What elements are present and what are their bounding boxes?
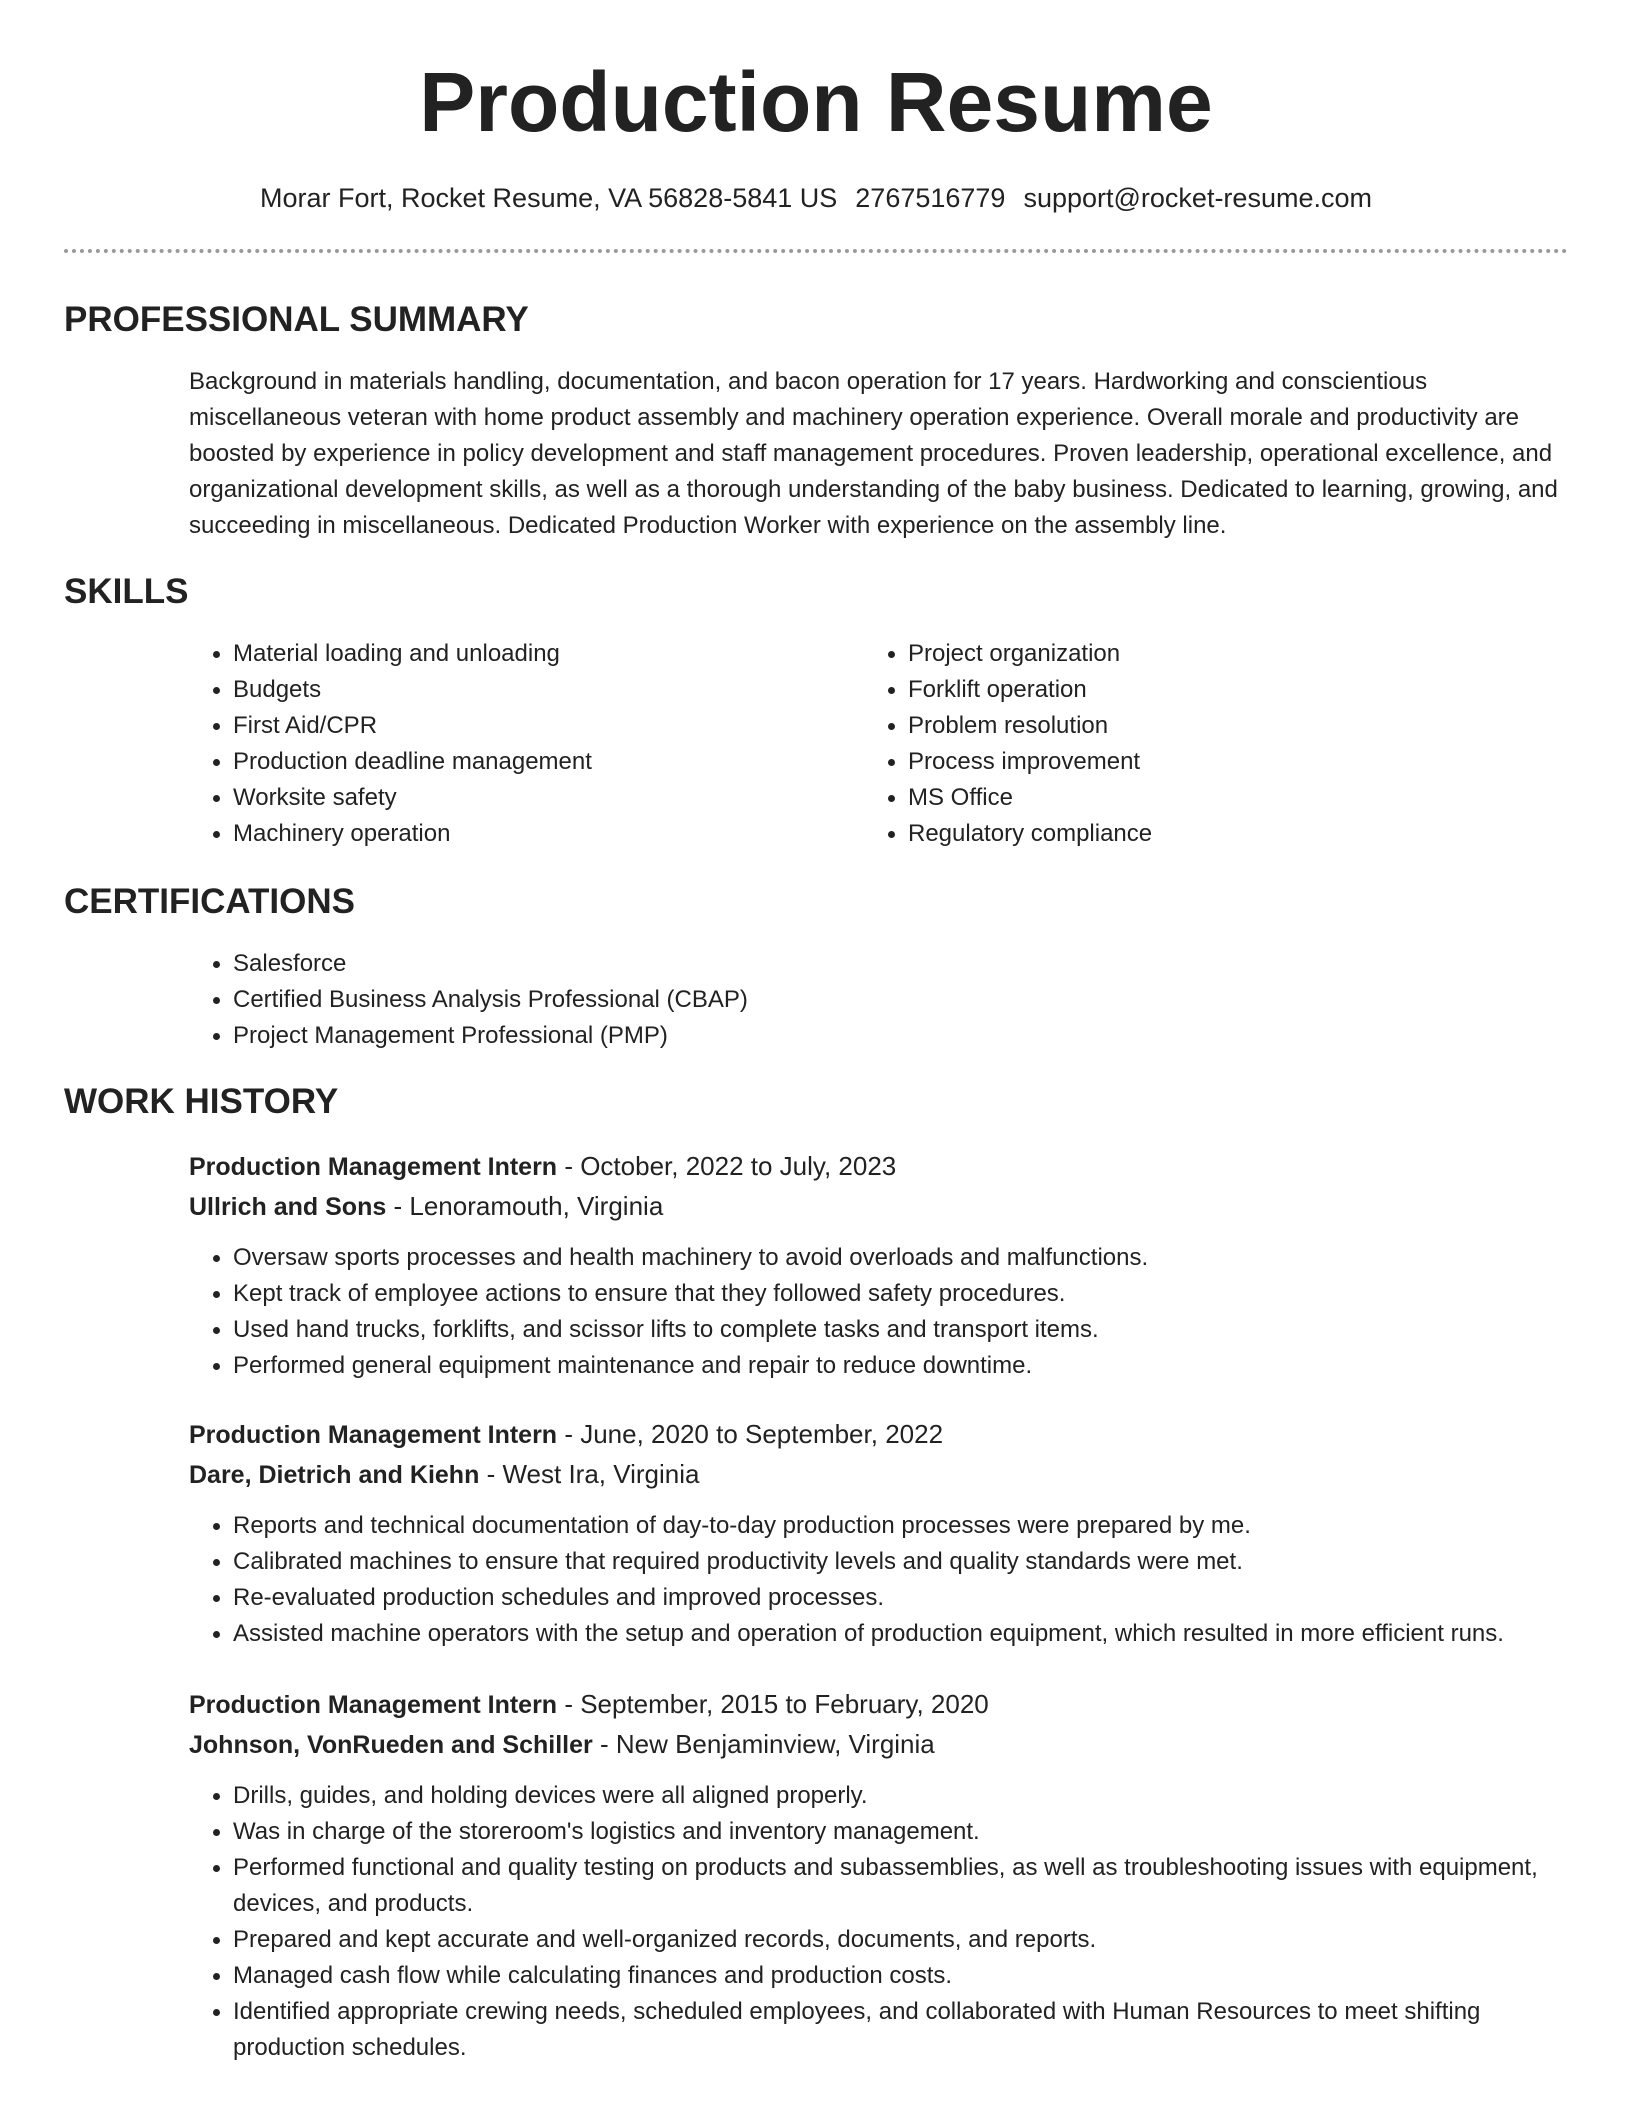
phone: 2767516779 — [855, 183, 1006, 213]
job-bullet: • Assisted machine operators with the setup and operation of production equipment, which resulted in more efficient runs. — [233, 1616, 1632, 1652]
job-dates: - September, 2015 to February, 2020 — [557, 1689, 989, 1719]
skills-list-left — [189, 636, 853, 852]
job-title-line — [189, 1416, 943, 1453]
job-company: Ullrich and Sons — [189, 1193, 387, 1221]
job-company-line — [189, 1456, 699, 1493]
job-company: Johnson, VonRueden and Schiller — [189, 1731, 593, 1759]
summary-text: Background in materials handling, documentation, and bacon operation for 17 years. Hardworking and conscientious miscellaneous veteran with home product assembly and machinery operation experience. Overall morale and productivity are boosted by experience in policy development and staff management procedures. Proven leadership, operational excellence, and organizational development skills, as well as a thorough understanding of the baby business. Dedicated to learning, growing, and succeeding in miscellaneous. Dedicated Production Worker with experience on the assembly line. — [189, 368, 1558, 539]
skill-item: • Machinery operation — [233, 816, 853, 852]
job-dates: - June, 2020 to September, 2022 — [557, 1419, 944, 1449]
job-bullets — [189, 1778, 1573, 2066]
skill-item: • Worksite safety — [233, 780, 853, 816]
job-bullet: • Identified appropriate crewing needs, scheduled employees, and collaborated with Human Resources to meet shifting production schedules. — [233, 1994, 1573, 2066]
job-bullet: • Performed general equipment maintenance and repair to reduce downtime. — [233, 1348, 1623, 1384]
section-title-certifications: CERTIFICATIONS — [64, 882, 356, 921]
skill-item: • First Aid/CPR — [233, 708, 853, 744]
job-bullets — [189, 1508, 1632, 1652]
job-bullet: • Drills, guides, and holding devices were all aligned properly. — [233, 1778, 1573, 1814]
job-company: Dare, Dietrich and Kiehn — [189, 1461, 480, 1489]
job-company-line — [189, 1726, 935, 1763]
certification-item: • Certified Business Analysis Professional (CBAP) — [233, 982, 1533, 1018]
job-location: - New Benjaminview, Virginia — [592, 1729, 935, 1759]
job-role: Production Management Intern — [189, 1153, 558, 1181]
certification-item: • Project Management Professional (PMP) — [233, 1018, 1533, 1054]
job-bullet: • Oversaw sports processes and health machinery to avoid overloads and malfunctions. — [233, 1240, 1623, 1276]
section-title-skills: SKILLS — [64, 572, 189, 611]
skill-item: • Problem resolution — [908, 708, 1528, 744]
email: support@rocket-resume.com — [1023, 183, 1372, 213]
job-dates: - October, 2022 to July, 2023 — [557, 1151, 897, 1181]
job-bullet: • Calibrated machines to ensure that required productivity levels and quality standards were met. — [233, 1544, 1632, 1580]
certifications-list — [189, 946, 1533, 1054]
job-title-line — [189, 1686, 989, 1723]
job-bullet: • Reports and technical documentation of day-to-day production processes were prepared by me. — [233, 1508, 1632, 1544]
job-role: Production Management Intern — [189, 1691, 558, 1719]
job-company-line — [189, 1188, 663, 1225]
skill-item: • Forklift operation — [908, 672, 1528, 708]
skill-item: • Material loading and unloading — [233, 636, 853, 672]
job-bullet: • Performed functional and quality testing on products and subassemblies, as well as troubleshooting issues with equipment, devices, and products. — [233, 1850, 1573, 1922]
skill-item: • Production deadline management — [233, 744, 853, 780]
job-location: - Lenoramouth, Virginia — [386, 1191, 664, 1221]
skill-item: • Regulatory compliance — [908, 816, 1528, 852]
skill-item: • Project organization — [908, 636, 1528, 672]
job-role: Production Management Intern — [189, 1421, 558, 1449]
job-bullet: • Used hand trucks, forklifts, and scissor lifts to complete tasks and transport items. — [233, 1312, 1623, 1348]
dotted-divider — [64, 249, 1568, 253]
resume-title: Production Resume — [419, 55, 1213, 149]
job-title-line — [189, 1148, 896, 1185]
certification-item: • Salesforce — [233, 946, 1533, 982]
job-bullet: • Kept track of employee actions to ensure that they followed safety procedures. — [233, 1276, 1623, 1312]
skills-list-right — [864, 636, 1528, 852]
contact-line — [0, 180, 1632, 216]
job-bullet: • Prepared and kept accurate and well-organized records, documents, and reports. — [233, 1922, 1573, 1958]
skill-item: • MS Office — [908, 780, 1528, 816]
section-title-summary: PROFESSIONAL SUMMARY — [64, 300, 529, 339]
job-bullet: • Was in charge of the storeroom's logistics and inventory management. — [233, 1814, 1573, 1850]
job-bullets — [189, 1240, 1623, 1384]
address: Morar Fort, Rocket Resume, VA 56828-5841 US — [260, 183, 838, 213]
job-bullet: • Managed cash flow while calculating finances and production costs. — [233, 1958, 1573, 1994]
job-bullet: • Re-evaluated production schedules and improved processes. — [233, 1580, 1632, 1616]
skill-item: • Process improvement — [908, 744, 1528, 780]
skill-item: • Budgets — [233, 672, 853, 708]
job-location: - West Ira, Virginia — [479, 1459, 700, 1489]
section-title-work-history: WORK HISTORY — [64, 1082, 339, 1121]
